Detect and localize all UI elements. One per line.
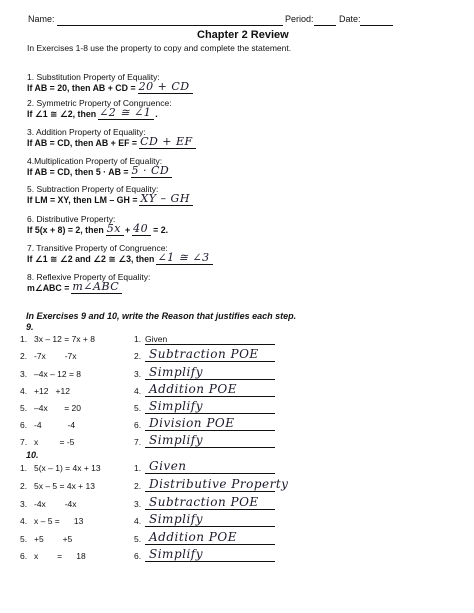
exercise-statement: m∠ABC = — [27, 283, 70, 293]
reason-text[interactable]: Distributive Property — [149, 477, 289, 491]
exercise-answer[interactable]: ∠2 ≅ ∠1 — [99, 106, 152, 119]
reason-line — [145, 561, 275, 562]
reason-text[interactable]: Simplify — [149, 512, 204, 526]
exercise-statement: If 5(x + 8) = 2, then — [27, 225, 104, 235]
exercise-answer[interactable]: CD + EF — [140, 135, 193, 148]
reason-number: 5. — [134, 534, 142, 544]
step-expression: -7x -7x — [34, 351, 77, 361]
exercise-heading: 4.Multiplication Property of Equality: — [27, 156, 163, 166]
step-number: 7. — [20, 437, 28, 447]
reason-text[interactable]: Division POE — [149, 416, 235, 430]
exercise-heading: 5. Subtraction Property of Equality: — [27, 184, 159, 194]
exercise-end: = 2. — [153, 225, 169, 235]
reason-text[interactable]: Simplify — [149, 365, 204, 379]
exercise-statement: If LM = XY, then LM – GH = — [27, 195, 138, 205]
step-expression: -4 -4 — [34, 420, 76, 430]
reason-line — [145, 473, 275, 474]
exercise-answer[interactable]: 5x — [106, 222, 121, 235]
reason-text[interactable]: Simplify — [149, 433, 204, 447]
exercise-heading: 7. Transitive Property of Congruence: — [27, 243, 168, 253]
step-number: 3. — [20, 369, 28, 379]
answer-underline — [139, 205, 192, 206]
exercise-heading: 2. Symmetric Property of Congruence: — [27, 98, 172, 108]
answer-underline — [138, 93, 193, 94]
page-title: Chapter 2 Review — [197, 29, 289, 41]
reason-text[interactable]: Given — [149, 459, 187, 473]
reason-number: 2. — [134, 481, 142, 491]
reason-line — [145, 491, 275, 492]
reason-number: 6. — [134, 551, 142, 561]
reason-text[interactable]: Addition POE — [149, 530, 237, 544]
exercise-statement: If AB = 20, then AB + CD = — [27, 83, 136, 93]
step-expression: –4x – 12 = 8 — [34, 369, 82, 379]
step-number: 3. — [20, 499, 28, 509]
exercise-answer[interactable]: m∠ABC — [72, 280, 120, 293]
step-expression: 3x – 12 = 7x + 8 — [34, 334, 95, 344]
reason-line — [145, 430, 275, 431]
reason-text[interactable]: Simplify — [149, 399, 204, 413]
problem-10-label: 10. — [26, 450, 39, 460]
answer-underline — [139, 148, 196, 149]
date-label: Date: — [339, 14, 361, 24]
step-expression: -4x -4x — [34, 499, 77, 509]
exercise-heading: 8. Reflexive Property of Equality: — [27, 272, 151, 282]
answer-underline — [131, 177, 173, 178]
reason-text[interactable]: Simplify — [149, 547, 204, 561]
reason-line — [145, 447, 275, 448]
instructions-1: In Exercises 1-8 use the property to copy and complete the statement. — [27, 43, 292, 53]
name-label: Name: — [28, 14, 55, 24]
reason-number: 4. — [134, 386, 142, 396]
step-expression: +12 +12 — [34, 386, 70, 396]
reason-number: 6. — [134, 420, 142, 430]
period-field[interactable] — [314, 25, 336, 26]
reason-line — [145, 526, 275, 527]
step-number: 1. — [20, 334, 28, 344]
step-number: 6. — [20, 551, 28, 561]
step-number: 5. — [20, 534, 28, 544]
step-expression: 5x – 5 = 4x + 13 — [34, 481, 95, 491]
exercise-answer[interactable]: 20 + CD — [138, 80, 190, 93]
step-number: 6. — [20, 420, 28, 430]
step-number: 5. — [20, 403, 28, 413]
step-expression: x – 5 = 13 — [34, 516, 84, 526]
step-expression: –4x = 20 — [34, 403, 82, 413]
exercise-answer[interactable]: ∠1 ≅ ∠3 — [157, 251, 210, 264]
period-label: Period: — [285, 14, 314, 24]
exercise-statement: If AB = CD, then AB + EF = — [27, 138, 138, 148]
step-number: 2. — [20, 481, 28, 491]
exercise-statement: If ∠1 ≅ ∠2 and ∠2 ≅ ∠3, then — [27, 254, 155, 264]
reason-text[interactable]: Addition POE — [149, 382, 237, 396]
step-expression: x = -5 — [34, 437, 75, 447]
reason-line — [145, 379, 275, 380]
exercise-heading: 3. Addition Property of Equality: — [27, 127, 146, 137]
exercise-answer-2[interactable]: 40 — [133, 222, 149, 235]
reason-text[interactable]: Subtraction POE — [149, 347, 259, 361]
reason-number: 3. — [134, 499, 142, 509]
plus-sign: + — [124, 225, 131, 235]
reason-number: 3. — [134, 369, 142, 379]
exercise-statement: If AB = CD, then 5 · AB = — [27, 167, 129, 177]
reason-line — [145, 361, 275, 362]
step-number: 1. — [20, 463, 28, 473]
step-expression: +5 +5 — [34, 534, 73, 544]
step-number: 2. — [20, 351, 28, 361]
reason-line — [145, 344, 275, 345]
problem-9-label: 9. — [26, 322, 34, 332]
step-expression: 5(x – 1) = 4x + 13 — [34, 463, 101, 473]
reason-text: Given — [145, 334, 168, 344]
answer-underline — [156, 264, 212, 265]
answer-underline — [132, 235, 151, 236]
step-number: 4. — [20, 516, 28, 526]
name-field[interactable] — [57, 25, 283, 26]
reason-number: 4. — [134, 516, 142, 526]
step-number: 4. — [20, 386, 28, 396]
reason-line — [145, 509, 275, 510]
exercise-end: . — [155, 109, 158, 119]
exercise-answer[interactable]: 5 · CD — [131, 164, 170, 177]
reason-number: 7. — [134, 437, 142, 447]
reason-number: 5. — [134, 403, 142, 413]
reason-number: 1. — [134, 334, 142, 344]
exercise-heading: 6. Distributive Property: — [27, 214, 116, 224]
reason-line — [145, 413, 275, 414]
exercise-heading: 1. Substitution Property of Equality: — [27, 72, 160, 82]
reason-text[interactable]: Subtraction POE — [149, 495, 259, 509]
reason-number: 1. — [134, 463, 142, 473]
answer-underline — [98, 119, 154, 120]
date-field[interactable] — [360, 25, 393, 26]
answer-underline — [71, 293, 122, 294]
reason-line — [145, 396, 275, 397]
reason-line — [145, 544, 275, 545]
exercise-statement: If ∠1 ≅ ∠2, then — [27, 109, 97, 119]
reason-number: 2. — [134, 351, 142, 361]
exercise-answer[interactable]: XY – GH — [140, 192, 190, 205]
answer-underline — [106, 235, 124, 236]
instructions-2: In Exercises 9 and 10, write the Reason that justifies each step. — [26, 311, 297, 321]
step-expression: x = 18 — [34, 551, 86, 561]
